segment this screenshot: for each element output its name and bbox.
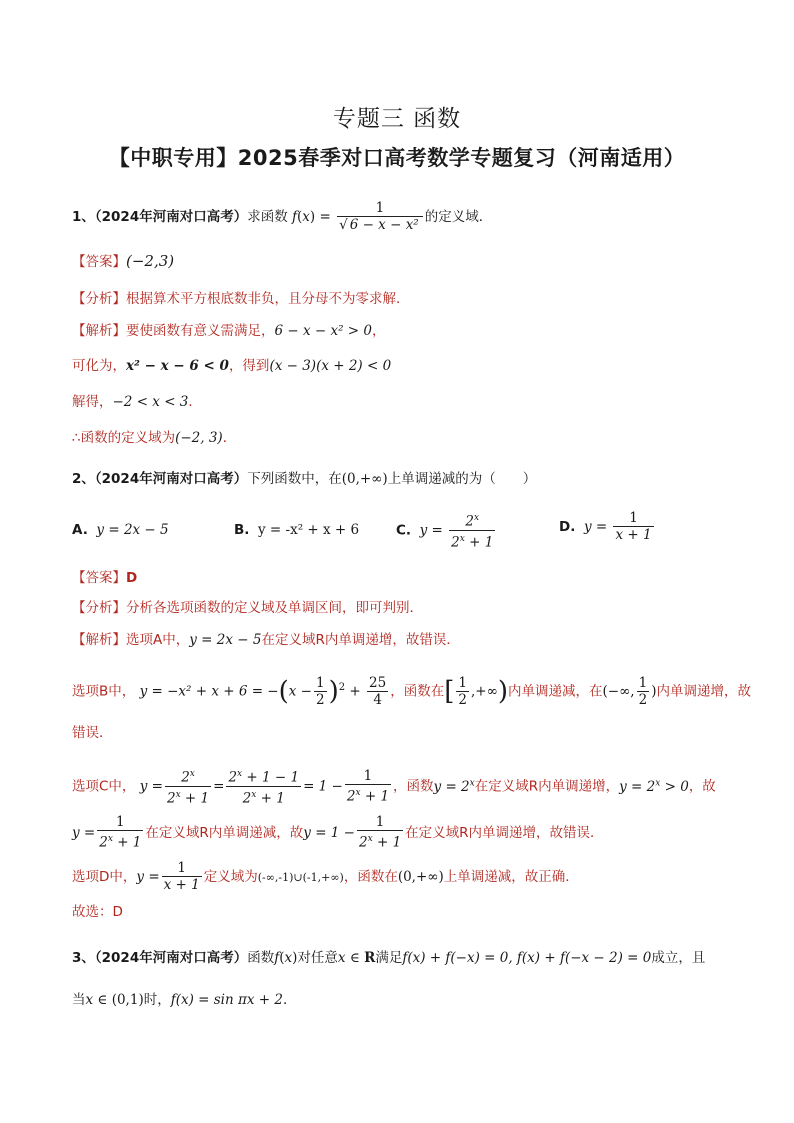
- question-3: 3、（2024年河南对口高考）函数f(x)对任意x ∈ R满足f(x) + f(−x) = 0, f(x) + f(−x − 2) = 0成立，且: [72, 950, 706, 966]
- q2-solution-a: 【解析】选项A中，y = 2x − 5在定义域R内单调递增，故错误．: [72, 632, 460, 648]
- question-2: 2、（2024年河南对口高考）下列函数中，在(0,+∞)上单调递减的为（ ）: [72, 471, 537, 487]
- question-3-head: 3、（2024年河南对口高考）: [72, 950, 248, 966]
- q2-analysis: 【分析】分析各选项函数的定义域及单调区间，即可判别．: [72, 600, 423, 616]
- q2-solution-d: 选项D中，y = $\frac{1}{x + 1}$ 定义域为(-∞,-1)∪(-1,+∞)，函数在(0,+∞)上单调递减，故正确．: [72, 860, 579, 893]
- question-1: 1、（2024年河南对口高考）求函数 f(x) = $\frac{1}{\text{√ 6 − x − x²}}$ 的定义域．: [72, 200, 493, 233]
- q2-answer: 【答案】D: [72, 570, 138, 586]
- q1-fraction: $\frac{1}{\text{√ 6 − x − x²}}$: [337, 200, 423, 234]
- question-1-head: 1、（2024年河南对口高考）: [72, 209, 248, 225]
- q1-solution-4: ∴函数的定义域为(−2, 3)．: [72, 430, 237, 446]
- page-subtitle: 【中职专用】2025春季对口高考数学专题复习（河南适用）: [108, 146, 686, 170]
- q1-solution-2: 可化为，x² − x − 6 < 0，得到(x − 3)(x + 2) < 0: [72, 358, 392, 374]
- q1-solution-3: 解得，−2 < x < 3．: [72, 394, 202, 410]
- q2-solution-c: 选项C中， y = $\frac{2^x}{2^x + 1}$ = $\frac{2^x + 1 - 1}{2^x + 1}$ = 1 − $\frac{1}{2^x + 1}$ ，函数$y = 2^x$在定义域R内单调递增，$y = 2^x > 0$，故: [72, 767, 716, 806]
- option-d: D. y = $\frac{1}{x + 1}$: [559, 510, 652, 543]
- q1-answer: 【答案】(−2,3): [72, 252, 175, 270]
- option-c: C. y = $\frac{2^x}{2^x + 1}$: [396, 513, 494, 550]
- q2-solution-b-cont: 错误．: [72, 725, 113, 741]
- q1-solution-1: 【解析】要使函数有意义需满足，6 − x − x² > 0，: [72, 323, 386, 339]
- page-title: 专题三 函数: [332, 106, 462, 132]
- q2-solution-b: 选项B中， y = −x² + x + 6 = −(x − $\frac{1}{2}$ )$^2$ + $\frac{25}{4}$ ，函数在[ $\frac{1}{2}$ ,+∞)内单调递减，在(−∞, $\frac{1}{2}$ )内单调递增，故: [72, 674, 751, 708]
- option-b: B. y = -x² + x + 6: [234, 522, 360, 538]
- option-a: A. y = 2x − 5: [72, 522, 169, 538]
- question-2-head: 2、（2024年河南对口高考）: [72, 471, 248, 487]
- q2-conclusion: 故选：D: [72, 904, 123, 920]
- q2-solution-c-cont: y = $\frac{1}{2^x + 1}$ 在定义域R内单调递减，故y = 1 − $\frac{1}{2^x + 1}$ 在定义域R内单调递增，故错误．: [72, 814, 604, 851]
- q1-analysis: 【分析】根据算术平方根底数非负，且分母不为零求解．: [72, 291, 410, 307]
- question-3-cont: 当x ∈ (0,1)时，f(x) = sin πx + 2．: [72, 992, 297, 1008]
